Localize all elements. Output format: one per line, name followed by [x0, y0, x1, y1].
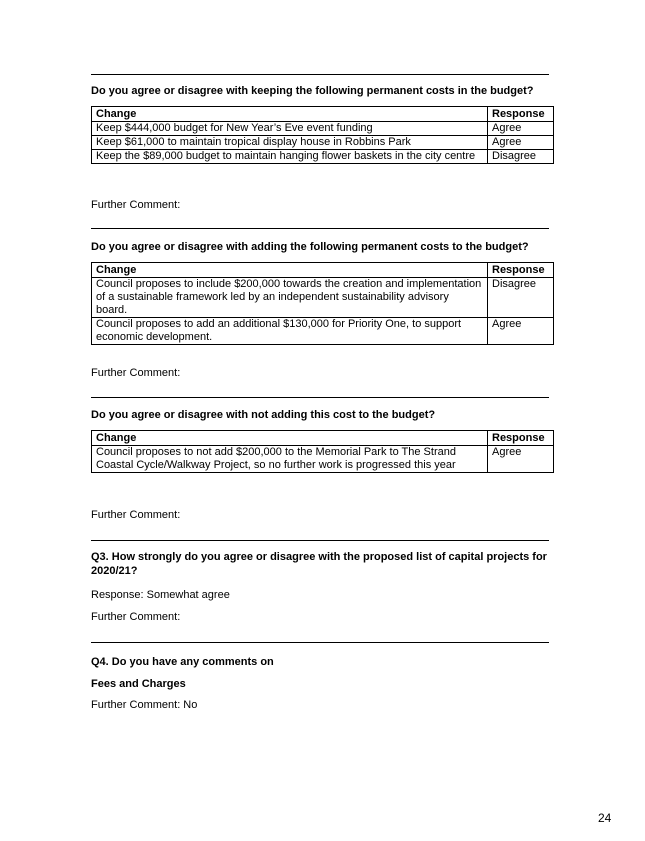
table-row	[92, 278, 554, 318]
change-cell: Council proposes to include $200,000 towards the creation and implementation of a sustainable framework led by an independent sustainability advisory board.	[92, 278, 488, 318]
costs-table	[91, 430, 554, 473]
change-cell: Council proposes to add an additional $130,000 for Priority One, to support economic development.	[92, 318, 488, 345]
response-cell: Agree	[488, 318, 554, 345]
table-row	[92, 446, 554, 473]
further-comment-label: Further Comment:	[91, 199, 181, 211]
response-cell: Agree	[488, 446, 554, 473]
response-cell: Agree	[488, 136, 554, 150]
table-header-row	[92, 263, 554, 278]
response-cell: Disagree	[488, 278, 554, 318]
costs-table	[91, 262, 554, 345]
table-header-row	[92, 107, 554, 122]
table-row	[92, 318, 554, 345]
question-heading: Do you agree or disagree with keeping the following permanent costs in the budget?	[91, 85, 534, 97]
column-header-change: Change	[92, 107, 488, 122]
q4-heading: Q4. Do you have any comments on	[91, 656, 274, 668]
section-divider	[91, 397, 549, 398]
question-heading: Do you agree or disagree with not adding this cost to the budget?	[91, 409, 436, 421]
question-heading: Do you agree or disagree with adding the following permanent costs to the budget?	[91, 241, 529, 253]
section-divider	[91, 74, 549, 75]
costs-table	[91, 106, 554, 164]
column-header-response: Response	[488, 263, 554, 278]
column-header-change: Change	[92, 431, 488, 446]
change-cell: Keep $444,000 budget for New Year’s Eve event funding	[92, 122, 488, 136]
response-cell: Disagree	[488, 150, 554, 164]
change-cell: Keep the $89,000 budget to maintain hanging flower baskets in the city centre	[92, 150, 488, 164]
change-cell: Keep $61,000 to maintain tropical display house in Robbins Park	[92, 136, 488, 150]
table-row	[92, 122, 554, 136]
section-divider	[91, 540, 549, 541]
section-divider	[91, 228, 549, 229]
section-divider	[91, 642, 549, 643]
column-header-change: Change	[92, 263, 488, 278]
table-header-row	[92, 431, 554, 446]
further-comment-label: Further Comment:	[91, 367, 181, 379]
table-row	[92, 136, 554, 150]
further-comment-label: Further Comment:	[91, 611, 181, 623]
table-row	[92, 150, 554, 164]
q4-further-comment: Further Comment: No	[91, 699, 198, 711]
q4-subheading: Fees and Charges	[91, 678, 186, 690]
change-cell: Council proposes to not add $200,000 to the Memorial Park to The Strand Coastal Cycle/Walkway Project, so no further work is progressed this year	[92, 446, 488, 473]
response-cell: Agree	[488, 122, 554, 136]
column-header-response: Response	[488, 431, 554, 446]
q3-response: Response: Somewhat agree	[91, 589, 230, 601]
column-header-response: Response	[488, 107, 554, 122]
page-number: 24	[598, 811, 612, 825]
q3-heading: Q3. How strongly do you agree or disagree with the proposed list of capital projects for 2020/21?	[91, 551, 547, 577]
further-comment-label: Further Comment:	[91, 509, 181, 521]
